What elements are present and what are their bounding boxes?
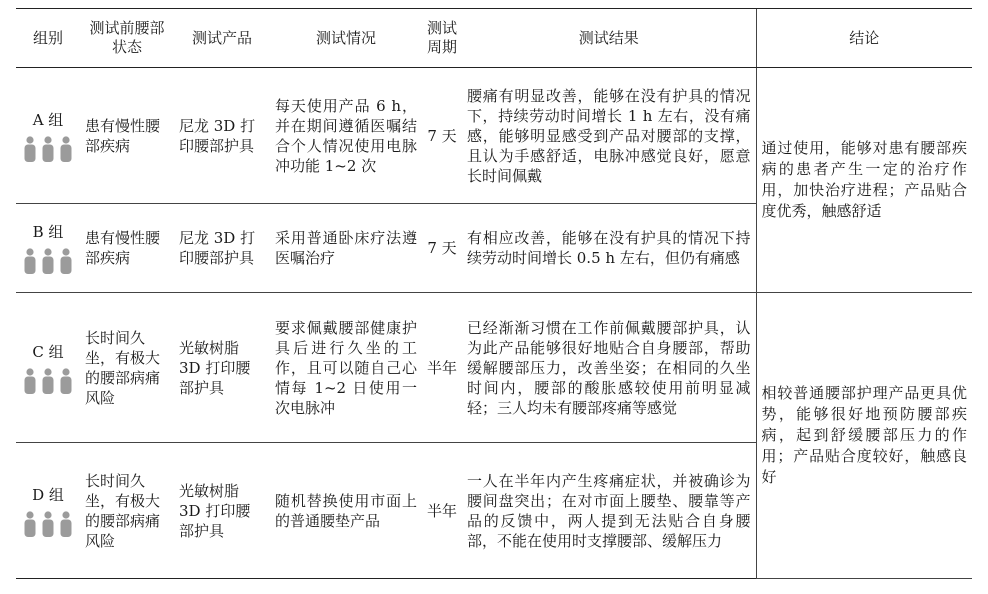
person-icon (60, 368, 72, 394)
people-icon-group (21, 136, 75, 162)
cycle-cell: 7 天 (422, 68, 462, 204)
result-cell: 腰痛有明显改善，能够在没有护具的情况下，持续劳动时间增长 1 h 左右，没有痛感，能够明显感受到产品对腰部的支撑，且认为手感舒适，电脉冲感觉良好，愿意长时间佩戴 (462, 68, 756, 204)
person-icon (24, 136, 36, 162)
header-row (16, 9, 972, 68)
result-cell: 已经渐渐习惯在工作前佩戴腰部护具，认为此产品能够很好地贴合自身腰部，帮助缓解腰部压力，改善坐姿；在相同的久坐时间内，腰部的酸胀感较使用前明显减轻；三人均未有腰部疼痛等感觉 (462, 293, 756, 443)
state-cell: 长时间久坐，有极大的腰部病痛风险 (80, 443, 174, 579)
header-group: 组别 (16, 9, 80, 68)
result-cell: 一人在半年内产生疼痛症状，并被确诊为腰间盘突出；在对市面上腰垫、腰靠等产品的反馈中，两人提到无法贴合自身腰部，不能在使用时支撑腰部、缓解压力 (462, 443, 756, 579)
conclusion-cell: 相较普通腰部护理产品更具优势，能够很好地预防腰部疾病，起到舒缓腰部压力的作用；产品贴合度较好，触感良好 (756, 293, 972, 579)
state-cell: 患有慢性腰部疾病 (80, 204, 174, 293)
people-icon-group (21, 511, 75, 537)
header-cycle: 测试周期 (422, 9, 462, 68)
group-label: A 组 (32, 110, 64, 129)
person-icon (42, 368, 54, 394)
person-icon (42, 511, 54, 537)
header-result: 测试结果 (462, 9, 756, 68)
cycle-cell: 半年 (422, 443, 462, 579)
cycle-cell: 7 天 (422, 204, 462, 293)
conclusion-cell: 通过使用，能够对患有腰部疾病的患者产生一定的治疗作用，加快治疗进程；产品贴合度优秀，触感舒适 (756, 68, 972, 293)
situation-cell: 采用普通卧床疗法遵医嘱治疗 (270, 204, 422, 293)
person-icon (42, 136, 54, 162)
table-row (16, 293, 972, 443)
person-icon (60, 136, 72, 162)
state-cell: 长时间久坐，有极大的腰部病痛风险 (80, 293, 174, 443)
person-icon (60, 248, 72, 274)
header-situation: 测试情况 (270, 9, 422, 68)
product-cell: 光敏树脂 3D 打印腰部护具 (174, 443, 270, 579)
header-conclusion: 结论 (756, 9, 972, 68)
product-cell: 光敏树脂 3D 打印腰部护具 (174, 293, 270, 443)
situation-cell: 每天使用产品 6 h，并在期间遵循医嘱结合个人情况使用电脉冲功能 1~2 次 (270, 68, 422, 204)
product-cell: 尼龙 3D 打印腰部护具 (174, 68, 270, 204)
state-cell: 患有慢性腰部疾病 (80, 68, 174, 204)
group-cell (16, 68, 80, 204)
product-cell: 尼龙 3D 打印腰部护具 (174, 204, 270, 293)
person-icon (24, 511, 36, 537)
group-label: C 组 (32, 342, 64, 361)
cycle-cell: 半年 (422, 293, 462, 443)
group-label: B 组 (32, 223, 64, 241)
person-icon (24, 248, 36, 274)
person-icon (60, 511, 72, 537)
people-icon-group (21, 248, 75, 274)
test-results-table (16, 8, 972, 579)
group-cell (16, 443, 80, 579)
person-icon (42, 248, 54, 274)
people-icon-group (21, 368, 75, 394)
situation-cell: 要求佩戴腰部健康护具后进行久坐的工作，且可以随自己心情每 1~2 日使用一次电脉冲 (270, 293, 422, 443)
header-product: 测试产品 (174, 9, 270, 68)
group-cell (16, 293, 80, 443)
result-cell: 有相应改善，能够在没有护具的情况下持续劳动时间增长 0.5 h 左右，但仍有痛感 (462, 204, 756, 293)
group-cell (16, 204, 80, 293)
group-label: D 组 (32, 485, 64, 504)
person-icon (24, 368, 36, 394)
situation-cell: 随机替换使用市面上的普通腰垫产品 (270, 443, 422, 579)
table-row (16, 68, 972, 204)
header-state: 测试前腰部状态 (80, 9, 174, 68)
